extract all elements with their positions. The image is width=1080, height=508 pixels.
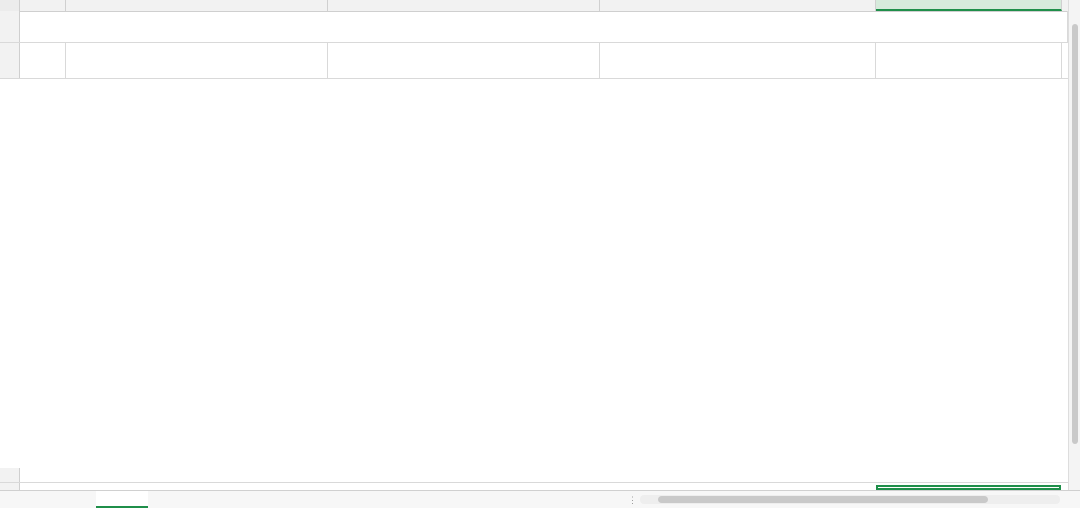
select-all-corner[interactable]	[0, 0, 20, 11]
column-header-e[interactable]	[876, 0, 1062, 11]
horizontal-scrollbar[interactable]	[640, 495, 1060, 504]
tab-sheet1[interactable]	[96, 491, 148, 508]
column-header-b[interactable]	[66, 0, 328, 11]
last-sheet-button[interactable]	[62, 491, 78, 508]
tab-sheet3[interactable]	[210, 491, 260, 508]
vertical-scrollbar[interactable]	[1068, 0, 1080, 490]
next-sheet-button[interactable]	[44, 491, 60, 508]
tab-scroll-divider: ⋮	[628, 495, 637, 505]
tab-sheet2[interactable]	[154, 491, 204, 508]
header-remark[interactable]	[876, 43, 1062, 78]
header-name[interactable]	[20, 43, 66, 78]
prev-sheet-button[interactable]	[26, 491, 42, 508]
row-number[interactable]	[0, 43, 20, 78]
column-header-d[interactable]	[600, 0, 876, 11]
column-header-a[interactable]	[20, 0, 66, 11]
row-number[interactable]	[0, 468, 20, 482]
add-sheet-button[interactable]	[264, 491, 280, 508]
header-basic[interactable]	[66, 43, 328, 78]
column-header-c[interactable]	[328, 0, 600, 11]
horizontal-scroll-thumb[interactable]	[658, 496, 988, 503]
vertical-scroll-thumb[interactable]	[1072, 24, 1078, 444]
table-row	[0, 483, 1068, 490]
row-number[interactable]	[0, 483, 20, 490]
first-sheet-button[interactable]	[8, 491, 24, 508]
row-number[interactable]	[0, 11, 20, 42]
header-divine[interactable]	[600, 43, 876, 78]
sheet-title[interactable]	[20, 11, 1068, 42]
table-header-row	[0, 43, 1068, 79]
note-row	[0, 468, 1068, 483]
sheet-tab-bar	[0, 490, 1080, 508]
table-row	[0, 11, 1068, 43]
header-advanced[interactable]	[328, 43, 600, 78]
